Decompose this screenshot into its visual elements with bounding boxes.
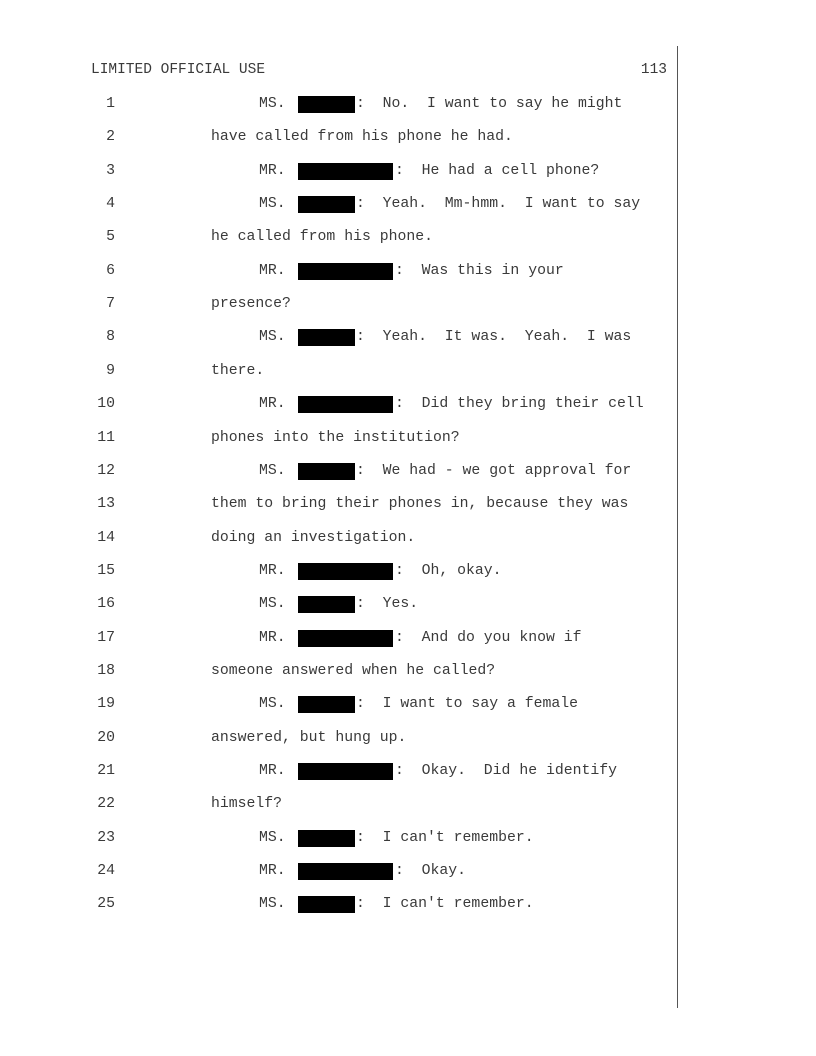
transcript-line xyxy=(0,493,700,515)
redaction-block xyxy=(298,630,393,647)
redaction-block xyxy=(298,263,393,280)
line-number: 5 xyxy=(106,229,115,246)
transcript-line xyxy=(0,760,700,782)
line-number: 21 xyxy=(97,763,115,779)
testimony-text: : He had a cell phone? xyxy=(395,162,600,179)
line-number: 3 xyxy=(106,162,115,179)
line-number: 6 xyxy=(106,262,115,279)
speaker-label: MS. xyxy=(259,462,286,479)
transcript-line xyxy=(0,827,700,849)
testimony-text: he called from his phone. xyxy=(211,229,433,246)
transcript-line xyxy=(0,427,700,449)
testimony-text: have called from his phone he had. xyxy=(211,129,513,146)
testimony-text: : Yes. xyxy=(356,596,419,613)
speaker-label: MR. xyxy=(259,162,286,179)
testimony-text: : No. I want to say he might xyxy=(356,96,623,112)
transcript-line xyxy=(0,393,700,415)
speaker-label: MS. xyxy=(259,96,286,112)
line-number: 25 xyxy=(97,896,115,913)
redaction-block xyxy=(298,329,355,346)
line-number: 16 xyxy=(97,596,115,613)
redaction-block xyxy=(298,830,355,847)
line-number: 4 xyxy=(106,196,115,213)
testimony-text: someone answered when he called? xyxy=(211,662,496,679)
testimony-text: doing an investigation. xyxy=(211,529,416,546)
redaction-block xyxy=(298,396,393,413)
transcript-line xyxy=(0,727,700,749)
speaker-label: MR. xyxy=(259,262,286,279)
speaker-label: MR. xyxy=(259,562,286,579)
testimony-text: : Okay. Did he identify xyxy=(395,763,617,779)
line-number: 20 xyxy=(97,729,115,746)
line-number: 19 xyxy=(97,696,115,713)
line-number: 11 xyxy=(97,429,115,446)
transcript-line xyxy=(0,560,700,582)
transcript-line xyxy=(0,860,700,882)
testimony-text: : Yeah. It was. Yeah. I was xyxy=(356,329,632,346)
transcript-line xyxy=(0,793,700,815)
testimony-text: : I can't remember. xyxy=(356,829,534,846)
redaction-block xyxy=(298,896,355,913)
testimony-text: : We had - we got approval for xyxy=(356,462,632,479)
transcript-line xyxy=(0,326,700,348)
testimony-text: answered, but hung up. xyxy=(211,729,407,746)
line-number: 15 xyxy=(97,562,115,579)
speaker-label: MS. xyxy=(259,196,286,213)
line-number: 1 xyxy=(106,96,115,112)
transcript-line xyxy=(0,693,700,715)
transcript-line xyxy=(0,360,700,382)
line-number: 22 xyxy=(97,796,115,813)
transcript-line xyxy=(0,226,700,248)
line-number: 10 xyxy=(97,396,115,413)
transcript-line xyxy=(0,260,700,282)
line-number: 7 xyxy=(106,296,115,313)
line-number: 14 xyxy=(97,529,115,546)
redaction-block xyxy=(298,596,355,613)
redaction-block xyxy=(298,696,355,713)
speaker-label: MS. xyxy=(259,829,286,846)
redaction-block xyxy=(298,563,393,580)
transcript-line xyxy=(0,293,700,315)
line-number: 23 xyxy=(97,829,115,846)
testimony-text: : Yeah. Mm-hmm. I want to say xyxy=(356,196,641,213)
transcript-line xyxy=(0,593,700,615)
redaction-block xyxy=(298,163,393,180)
testimony-text: presence? xyxy=(211,296,291,313)
speaker-label: MS. xyxy=(259,596,286,613)
line-number: 8 xyxy=(106,329,115,346)
testimony-text: phones into the institution? xyxy=(211,429,460,446)
testimony-text: : Okay. xyxy=(395,863,467,880)
redaction-block xyxy=(298,196,355,213)
line-number: 9 xyxy=(106,362,115,379)
transcript-line xyxy=(0,160,700,182)
testimony-text: : Was this in your xyxy=(395,262,564,279)
line-number: 17 xyxy=(97,629,115,646)
line-number: 2 xyxy=(106,129,115,146)
transcript-line xyxy=(0,193,700,215)
testimony-text: : Oh, okay. xyxy=(395,562,502,579)
speaker-label: MR. xyxy=(259,863,286,880)
page-number: 113 xyxy=(640,62,667,78)
redaction-block xyxy=(298,463,355,480)
speaker-label: MR. xyxy=(259,763,286,779)
testimony-text: : Did they bring their cell xyxy=(395,396,644,413)
speaker-label: MS. xyxy=(259,896,286,913)
transcript-line xyxy=(0,527,700,549)
speaker-label: MS. xyxy=(259,329,286,346)
testimony-text: : I can't remember. xyxy=(356,896,534,913)
speaker-label: MS. xyxy=(259,696,286,713)
testimony-text: there. xyxy=(211,362,265,379)
testimony-text: : I want to say a female xyxy=(356,696,578,713)
transcript-line xyxy=(0,660,700,682)
redaction-block xyxy=(298,763,393,780)
speaker-label: MR. xyxy=(259,396,286,413)
testimony-text: : And do you know if xyxy=(395,629,582,646)
line-number: 13 xyxy=(97,496,115,513)
transcript-line xyxy=(0,93,700,115)
transcript-line xyxy=(0,460,700,482)
line-number: 24 xyxy=(97,863,115,880)
transcript-line xyxy=(0,126,700,148)
line-number: 12 xyxy=(97,462,115,479)
transcript-line xyxy=(0,893,700,915)
speaker-label: MR. xyxy=(259,629,286,646)
testimony-text: them to bring their phones in, because they was xyxy=(211,496,629,513)
redaction-block xyxy=(298,863,393,880)
redaction-block xyxy=(298,96,355,113)
line-number: 18 xyxy=(97,662,115,679)
testimony-text: himself? xyxy=(211,796,283,813)
classification-marking: LIMITED OFFICIAL USE xyxy=(91,62,266,78)
transcript-line xyxy=(0,627,700,649)
